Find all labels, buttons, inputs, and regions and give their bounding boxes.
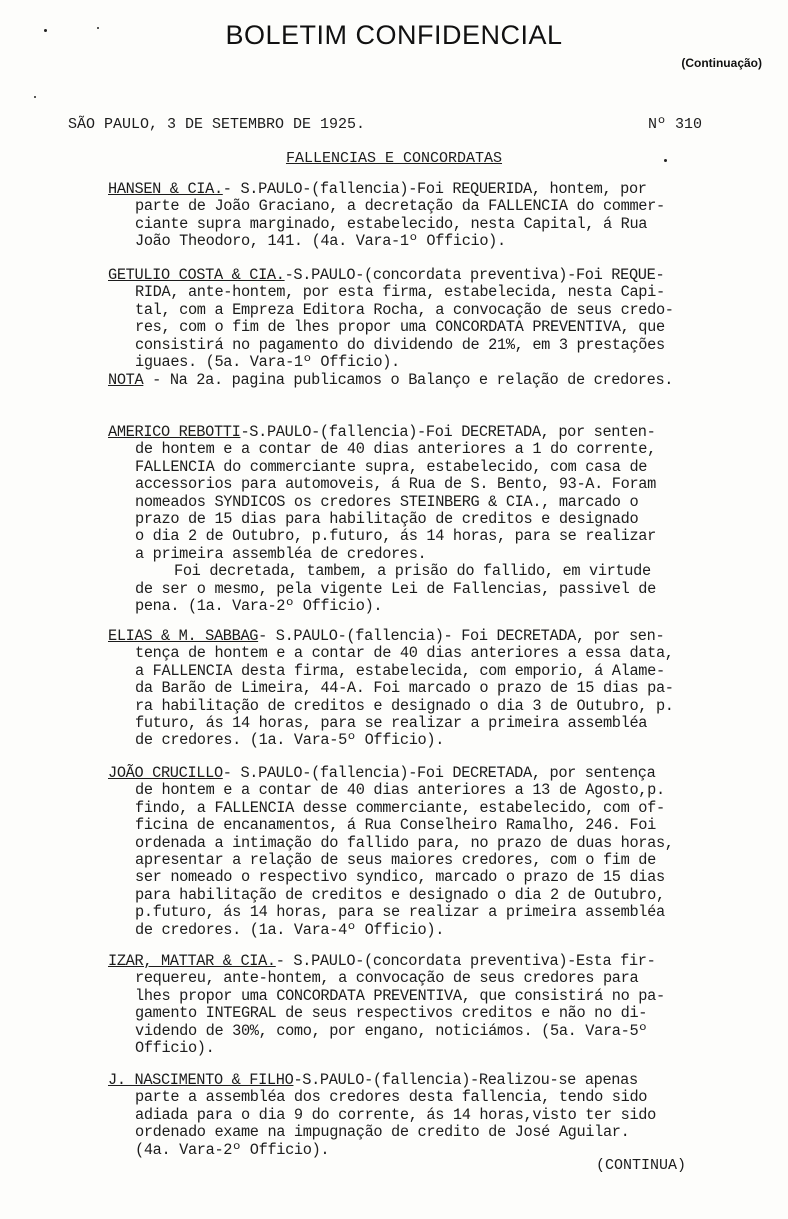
entry-hansen	[108, 181, 768, 251]
entry-line: - S.PAULO-(concordata preventiva)-Esta fir-	[275, 952, 656, 970]
entry-americo-rebotti	[108, 424, 768, 615]
entry-joao-crucillo	[108, 765, 768, 939]
entry-line: - Na 2a. pagina publicamos o Balanço e relação de credores.	[143, 371, 674, 389]
entry-line: iguaes. (5a. Vara-1º Officio).	[135, 353, 400, 372]
entry-line: findo, a FALLENCIA desse commerciante, estabelecido, com of-	[135, 798, 665, 817]
entry-line: ficina de encanamentos, á Rua Conselheiro Ramalho, 246. Foi	[135, 816, 656, 835]
entry-line: consistirá no pagamento do dividendo de 21%, em 3 prestações	[135, 335, 665, 354]
entry-line: -S.PAULO-(fallencia)-Foi DECRETADA, por senten-	[240, 423, 656, 441]
entry-line: de hontem e a contar de 40 dias anteriores a 13 de Agosto,p.	[135, 781, 665, 800]
entry-line: da Barão de Limeira, 44-A. Foi marcado o prazo de 15 dias pa-	[135, 679, 674, 698]
entry-line: o dia 2 de Outubro, p.futuro, ás 14 horas, para se realizar	[135, 527, 656, 546]
entry-company: ELIAS & M. SABBAG	[108, 627, 259, 645]
section-title: FALLENCIAS E CONCORDATAS	[285, 150, 503, 167]
entry-line: Officio).	[135, 1039, 215, 1058]
entry-line: res, com o fim de lhes propor uma CONCORDATA PREVENTIVA, que	[135, 318, 665, 337]
entry-company: IZAR, MATTAR & CIA.	[108, 952, 276, 970]
entry-line: requereu, ante-hontem, a convocação de seus credores para	[135, 969, 639, 988]
entry-line: - S.PAULO-(fallencia)- Foi DECRETADA, por sen-	[258, 627, 665, 645]
entry-line: ordenado exame na impugnação de credito de José Aguilar.	[135, 1123, 630, 1142]
entry-company: GETULIO COSTA & CIA.	[108, 266, 285, 284]
bulletin-title: BOLETIM CONFIDENCIAL	[225, 20, 563, 50]
entry-line: accessorios para automoveis, á Rua de S. Bento, 93-A. Foram	[135, 475, 656, 494]
entry-line: p.futuro, ás 14 horas, para se realizar a primeira assembléa	[135, 903, 665, 922]
entry-line: ordenada a intimação do fallido para, no prazo de duas horas,	[135, 833, 674, 852]
entry-line: FALLENCIA do commerciante supra, estabelecido, com casa de	[135, 457, 648, 476]
entry-line: prazo de 15 dias para habilitação de creditos e designado	[135, 510, 639, 529]
entry-line: -S.PAULO-(fallencia)-Realizou-se apenas	[293, 1071, 638, 1089]
bulletin-number: Nº 310	[647, 116, 702, 133]
entry-getulio-costa	[108, 267, 768, 371]
entry-line: videndo de 30%, como, por engano, noticiámos. (5a. Vara-5º	[135, 1021, 648, 1040]
entry-line: João Theodoro, 141. (4a. Vara-1º Officio).	[135, 232, 506, 251]
entry-line: ser nomeado o respectivo syndico, marcado o prazo de 15 dias	[135, 868, 665, 887]
dateline	[68, 116, 708, 133]
entry-company: AMERICO REBOTTI	[108, 423, 241, 441]
entry-company: JOÃO CRUCILLO	[108, 764, 223, 782]
continua-label: (CONTINUA)	[596, 1157, 687, 1174]
entry-line: apresentar a relação de seus maiores credores, com o fim de	[135, 851, 656, 870]
entry-line: -S.PAULO-(concordata preventiva)-Foi REQUE-	[284, 266, 665, 284]
scan-speck	[664, 159, 667, 162]
entry-line: parte a assembléa dos credores desta fallencia, tendo sido	[135, 1088, 648, 1107]
scan-speck	[97, 27, 99, 29]
entry-line: pena. (1a. Vara-2º Officio).	[135, 597, 383, 616]
entry-line: a FALLENCIA desta firma, estabelecida, com emporio, á Alame-	[135, 661, 665, 680]
entry-line: RIDA, ante-hontem, por esta firma, estabelecida, nesta Capi-	[135, 283, 665, 302]
entry-j-nascimento	[108, 1072, 768, 1159]
scan-speck	[34, 96, 36, 98]
entry-line: - S.PAULO-(fallencia)-Foi REQUERIDA, hontem, por	[222, 180, 647, 198]
entry-company: HANSEN & CIA.	[108, 180, 223, 198]
entry-line: para habilitação de creditos e designado o dia 2 de Outubro,	[135, 885, 665, 904]
entry-nota	[108, 372, 768, 389]
entry-line: de ser o mesmo, pela vigente Lei de Fallencias, passivel de	[135, 579, 656, 598]
entry-line: a primeira assembléa de credores.	[135, 544, 427, 563]
entry-izar-mattar	[108, 953, 768, 1057]
entry-line: parte de João Graciano, a decretação da FALLENCIA do commer-	[135, 197, 665, 216]
entry-line: Foi decretada, tambem, a prisão do fallido, em virtude	[174, 562, 651, 581]
entry-company: J. NASCIMENTO & FILHO	[108, 1071, 294, 1089]
entry-line: de hontem e a contar de 40 dias anteriores a 1 do corrente,	[135, 440, 656, 459]
entry-line: ra habilitação de creditos e designado o dia 3 de Outubro, p.	[135, 696, 674, 715]
nota-label: NOTA	[108, 371, 144, 389]
scan-speck	[44, 29, 47, 32]
place-date: SÃO PAULO, 3 DE SETEMBRO DE 1925.	[68, 116, 366, 133]
entry-line: lhes propor uma CONCORDATA PREVENTIVA, que consistirá no pa-	[135, 986, 665, 1005]
continuation-label: (Continuação)	[681, 56, 762, 70]
entry-line: tença de hontem e a contar de 40 dias anteriores a essa data,	[135, 644, 674, 663]
entry-line: futuro, ás 14 horas, para se realizar a primeira assembléa	[135, 714, 648, 733]
entry-line: de credores. (1a. Vara-5º Officio).	[135, 731, 445, 750]
entry-line: (4a. Vara-2º Officio).	[135, 1140, 330, 1159]
entry-line: nomeados SYNDICOS os credores STEINBERG & CIA., marcado o	[135, 492, 639, 511]
entry-line: tal, com a Empreza Editora Rocha, a convocação de seus credo-	[135, 300, 674, 319]
entry-line: ciante supra marginado, estabelecido, nesta Capital, á Rua	[135, 214, 648, 233]
entry-line: gamento INTEGRAL de seus respectivos creditos e não no di-	[135, 1004, 648, 1023]
entry-elias-sabbag	[108, 628, 768, 750]
entry-line: de credores. (1a. Vara-4º Officio).	[135, 920, 445, 939]
entry-line: adiada para o dia 9 do corrente, ás 14 horas,visto ter sido	[135, 1105, 656, 1124]
entry-line: - S.PAULO-(fallencia)-Foi DECRETADA, por sentença	[222, 764, 656, 782]
